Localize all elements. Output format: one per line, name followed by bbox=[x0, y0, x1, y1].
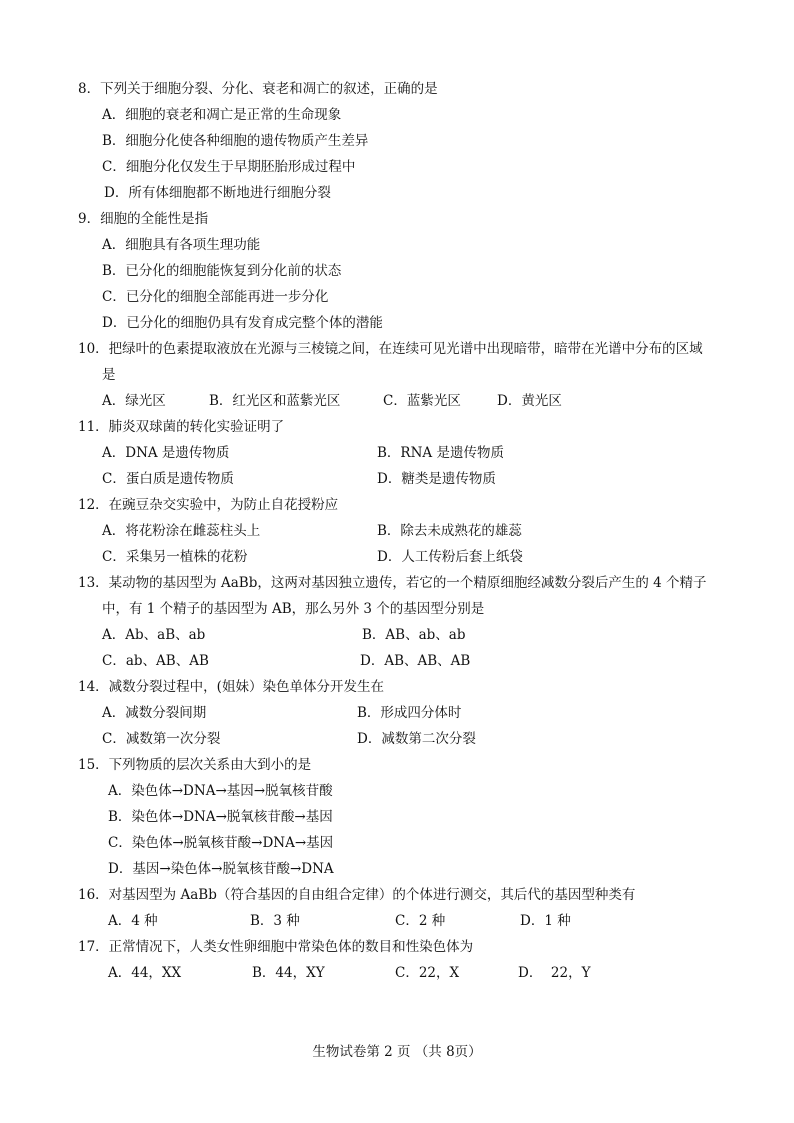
question-11-option-c: C．蛋白质是遗传物质 bbox=[102, 471, 234, 487]
question-16-option-b: B．3 种 bbox=[250, 913, 300, 929]
question-17-option-b: B．44，XY bbox=[252, 965, 325, 981]
question-13-stem-cont: 中，有 1 个精子的基因型为 AB，那么另外 3 个的基因型分别是 bbox=[102, 601, 485, 617]
question-13-option-a: A．Ab、aB、ab bbox=[102, 627, 206, 643]
question-11-option-d: D．糖类是遗传物质 bbox=[377, 471, 496, 487]
question-13-option-b: B．AB、ab、ab bbox=[362, 627, 466, 643]
question-10-stem-cont: 是 bbox=[102, 367, 116, 383]
question-15-option-c: C．染色体→脱氧核苷酸→DNA→基因 bbox=[108, 835, 334, 851]
question-17-option-d: D． 22，Y bbox=[518, 965, 591, 981]
question-14-option-d: D．减数第二次分裂 bbox=[357, 731, 476, 747]
question-16-option-c: C．2 种 bbox=[395, 913, 446, 929]
question-8-option-b: B．细胞分化使各种细胞的遗传物质产生差异 bbox=[102, 133, 369, 149]
question-8-option-a: A．细胞的衰老和凋亡是正常的生命现象 bbox=[102, 107, 342, 123]
question-15-option-a: A．染色体→DNA→基因→脱氧核苷酸 bbox=[108, 783, 333, 799]
question-16-option-d: D．1 种 bbox=[520, 913, 571, 929]
question-10-stem: 10．把绿叶的色素提取液放在光源与三棱镜之间，在连续可见光谱中出现暗带，暗带在光谱中分布的区域 bbox=[78, 341, 703, 357]
question-11-option-b: B．RNA 是遗传物质 bbox=[377, 445, 504, 461]
question-14-option-b: B．形成四分体时 bbox=[357, 705, 462, 721]
question-16-stem: 16．对基因型为 AaBb（符合基因的自由组合定律）的个体进行测交，其后代的基因型种类有 bbox=[78, 887, 636, 903]
question-17-stem: 17．正常情况下，人类女性卵细胞中常染色体的数目和性染色体为 bbox=[78, 939, 474, 955]
question-13-option-d: D．AB、AB、AB bbox=[360, 653, 471, 669]
question-9-stem: 9．细胞的全能性是指 bbox=[78, 211, 209, 227]
question-12-option-c: C．采集另一植株的花粉 bbox=[102, 549, 248, 565]
question-16-option-a: A．4 种 bbox=[108, 913, 158, 929]
question-15-stem: 15．下列物质的层次关系由大到小的是 bbox=[78, 757, 312, 773]
question-10-option-d: D．黄光区 bbox=[497, 393, 562, 409]
question-12-option-b: B．除去未成熟花的雄蕊 bbox=[377, 523, 522, 539]
question-12-stem: 12．在豌豆杂交实验中，为防止自花授粉应 bbox=[78, 497, 339, 513]
question-17-option-a: A．44，XX bbox=[108, 965, 182, 981]
question-11-stem: 11．肺炎双球菌的转化实验证明了 bbox=[78, 419, 285, 435]
page-footer: 生物试卷第 2 页 （共 8页） bbox=[312, 1044, 482, 1060]
question-12-option-a: A．将花粉涂在雌蕊柱头上 bbox=[102, 523, 261, 539]
question-15-option-b: B．染色体→DNA→脱氧核苷酸→基因 bbox=[108, 809, 333, 825]
question-8-option-d: D．所有体细胞都不断地进行细胞分裂 bbox=[104, 185, 331, 201]
question-14-option-a: A．减数分裂间期 bbox=[102, 705, 207, 721]
question-13-option-c: C．ab、AB、AB bbox=[102, 653, 209, 669]
question-15-option-d: D．基因→染色体→脱氧核苷酸→DNA bbox=[108, 861, 334, 877]
question-9-option-a: A．细胞具有各项生理功能 bbox=[102, 237, 261, 253]
question-17-option-c: C．22，X bbox=[395, 965, 460, 981]
question-11-option-a: A．DNA 是遗传物质 bbox=[102, 445, 230, 461]
question-14-stem: 14．减数分裂过程中，(姐妹）染色单体分开发生在 bbox=[78, 679, 384, 695]
question-14-option-c: C．减数第一次分裂 bbox=[102, 731, 221, 747]
question-9-option-c: C．已分化的细胞全部能再进一步分化 bbox=[102, 289, 329, 305]
question-10-option-a: A．绿光区 bbox=[102, 393, 166, 409]
question-13-stem: 13．某动物的基因型为 AaBb，这两对基因独立遗传，若它的一个精原细胞经减数分裂后产生的 4 个精子 bbox=[78, 575, 707, 591]
question-8-option-c: C．细胞分化仅发生于早期胚胎形成过程中 bbox=[102, 159, 356, 175]
question-10-option-c: C．蓝紫光区 bbox=[383, 393, 461, 409]
question-12-option-d: D．人工传粉后套上纸袋 bbox=[377, 549, 523, 565]
question-10-option-b: B．红光区和蓝紫光区 bbox=[209, 393, 341, 409]
question-9-option-d: D．已分化的细胞仍具有发育成完整个体的潜能 bbox=[102, 315, 383, 331]
question-9-option-b: B．已分化的细胞能恢复到分化前的状态 bbox=[102, 263, 342, 279]
question-8-stem: 8．下列关于细胞分裂、分化、衰老和凋亡的叙述，正确的是 bbox=[78, 81, 438, 97]
